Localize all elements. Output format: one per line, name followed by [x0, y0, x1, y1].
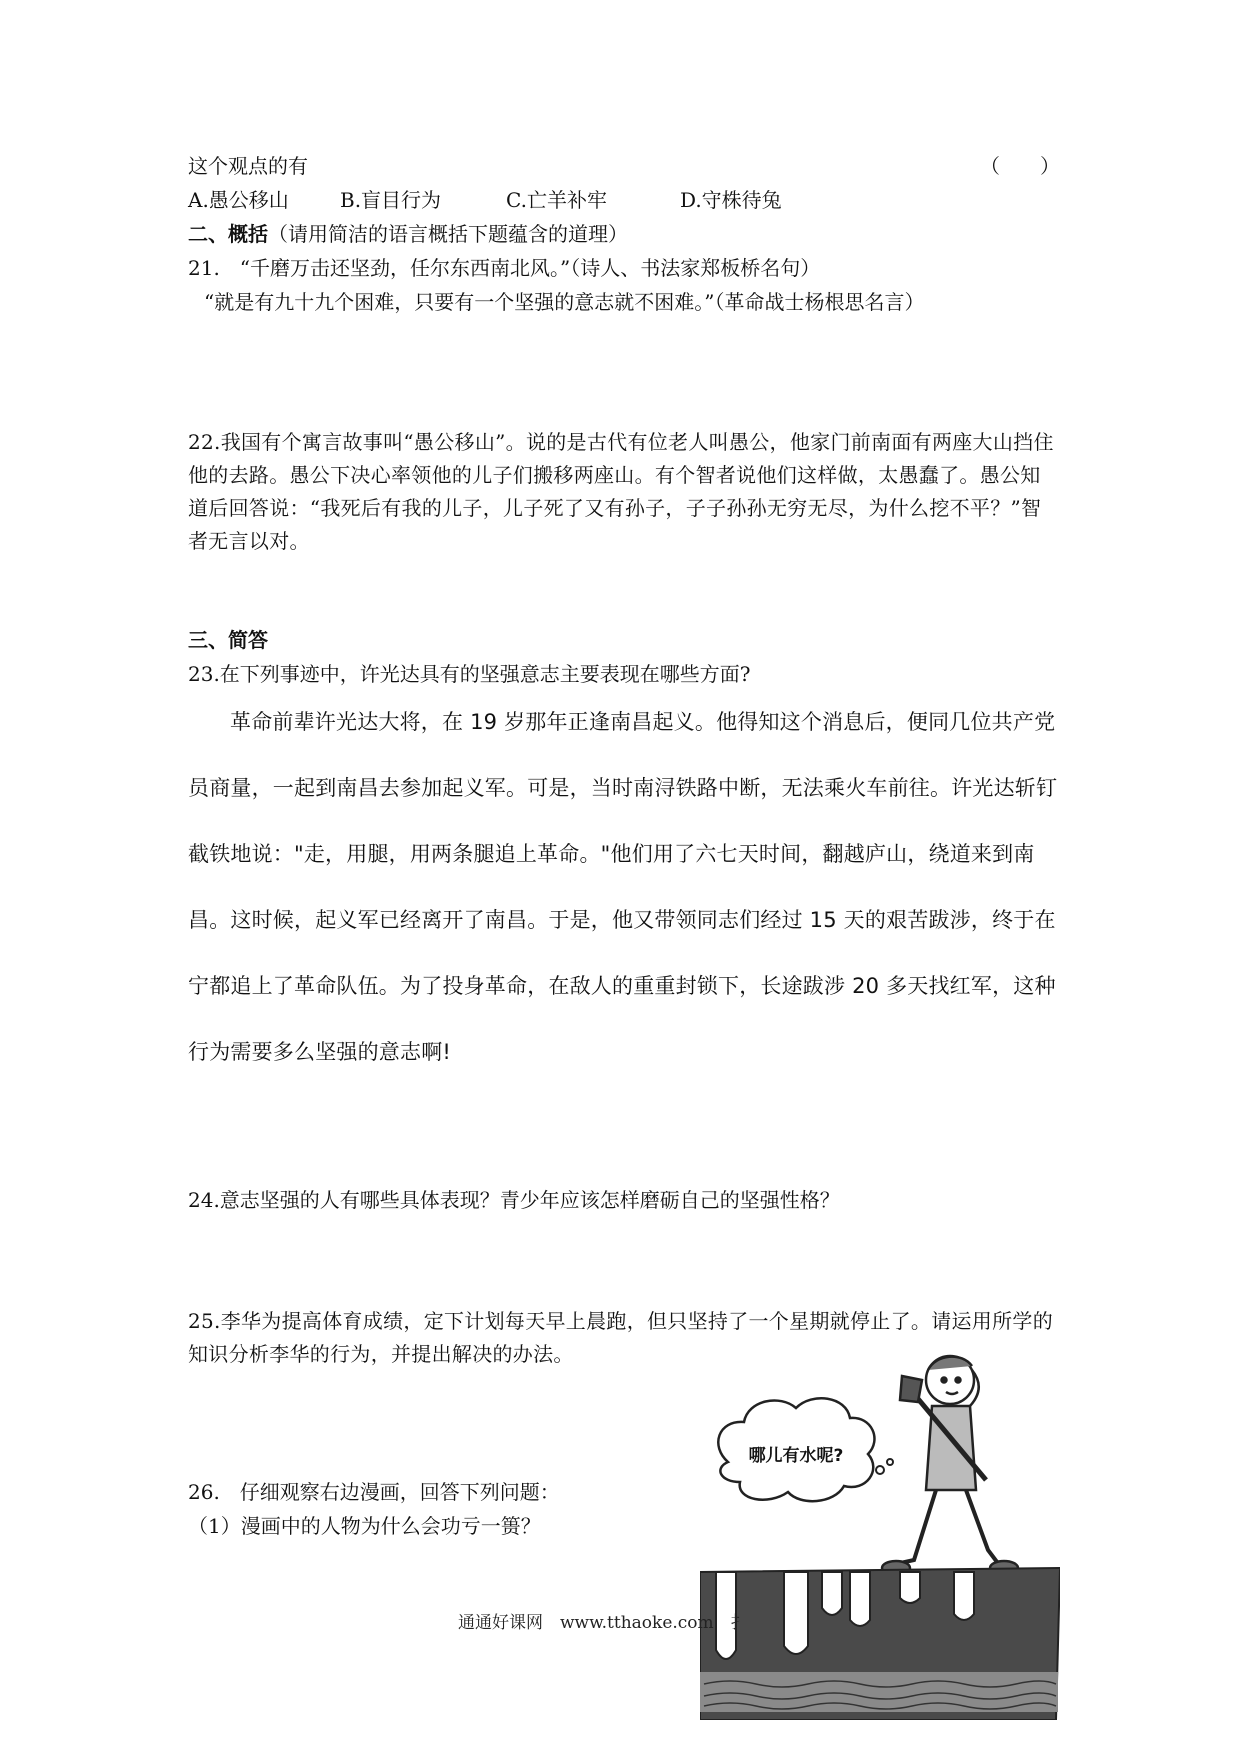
q20-answer-blank: （ ） [980, 154, 1060, 178]
q20-option-d: D.守株待兔 [680, 188, 782, 212]
section2-heading: 二、概括 [188, 222, 268, 246]
q20-option-b: B.盲目行为 [340, 188, 442, 212]
section3-heading: 三、简答 [188, 628, 268, 652]
q26-line1: 26. 仔细观察右边漫画，回答下列问题： [188, 1480, 560, 1504]
boy-figure [882, 1356, 1018, 1575]
q21-line2: “就是有九十九个困难，只要有一个坚强的意志就不困难。”（革命战士杨根思名言） [204, 290, 925, 314]
section2-note: （请用简洁的语言概括下题蕴含的道理） [268, 222, 628, 246]
q26-line2: （1）漫画中的人物为什么会功亏一篑？ [188, 1514, 541, 1538]
q21-line1: 21. “千磨万击还坚劲，任尔东西南北风。”（诗人、书法家郑板桥名句） [188, 256, 821, 280]
q22-text: 22.我国有个寓言故事叫“愚公移山”。说的是古代有位老人叫愚公，他家门前南面有两座大山挡住他的去路。愚公下决心率领他的儿子们搬移两座山。有个智者说他们这样做，太愚蠢了。愚公知道后回答说：“我死后有我的儿子，儿子死了又有孙子，子子孙孙无穷无尽，为什么挖不平？”智者无言以对。 [188, 430, 1054, 553]
q25-text: 25.李华为提高体育成绩，定下计划每天早上晨跑，但只坚持了一个星期就停止了。请运用所学的知识分析李华的行为，并提出解决的办法。 [188, 1309, 1054, 1366]
page-footer: 通通好课网 www.tthaoke.com 扌 [458, 1613, 748, 1633]
bubble-text: 哪儿有水呢? [748, 1446, 844, 1466]
ground-with-holes [700, 1568, 1060, 1720]
q20-option-a: A.愚公移山 [188, 188, 289, 212]
q23-question: 23.在下列事迹中，许光达具有的坚强意志主要表现在哪些方面? [188, 662, 751, 686]
cartoon-illustration [700, 1350, 1060, 1720]
q23-story: 革命前辈许光达大将，在 19 岁那年正逢南昌起义。他得知这个消息后，便同几位共产党员商量，一起到南昌去参加起义军。可是，当时南浔铁路中断，无法乘火车前往。许光达斩钉截铁地说："走，用腿，用两条腿追上革命。"他们用了六七天时间，翻越庐山，绕道来到南昌。这时候，起义军已经离开了南昌。于是，他又带领同志们经过 15 天的艰苦跋涉，终于在宁都追上了革命队伍。为了投身革命，在敌人的重重封锁下，长途跋涉 20 多天找红军，这种行为需要多么坚强的意志啊! [188, 710, 1058, 1064]
q20-stem-tail: 这个观点的有 [188, 154, 308, 178]
section2-title [188, 220, 628, 248]
q24-text: 24.意志坚强的人有哪些具体表现？青少年应该怎样磨砺自己的坚强性格？ [188, 1188, 840, 1212]
q20-option-c: C.亡羊补牢 [506, 188, 607, 212]
